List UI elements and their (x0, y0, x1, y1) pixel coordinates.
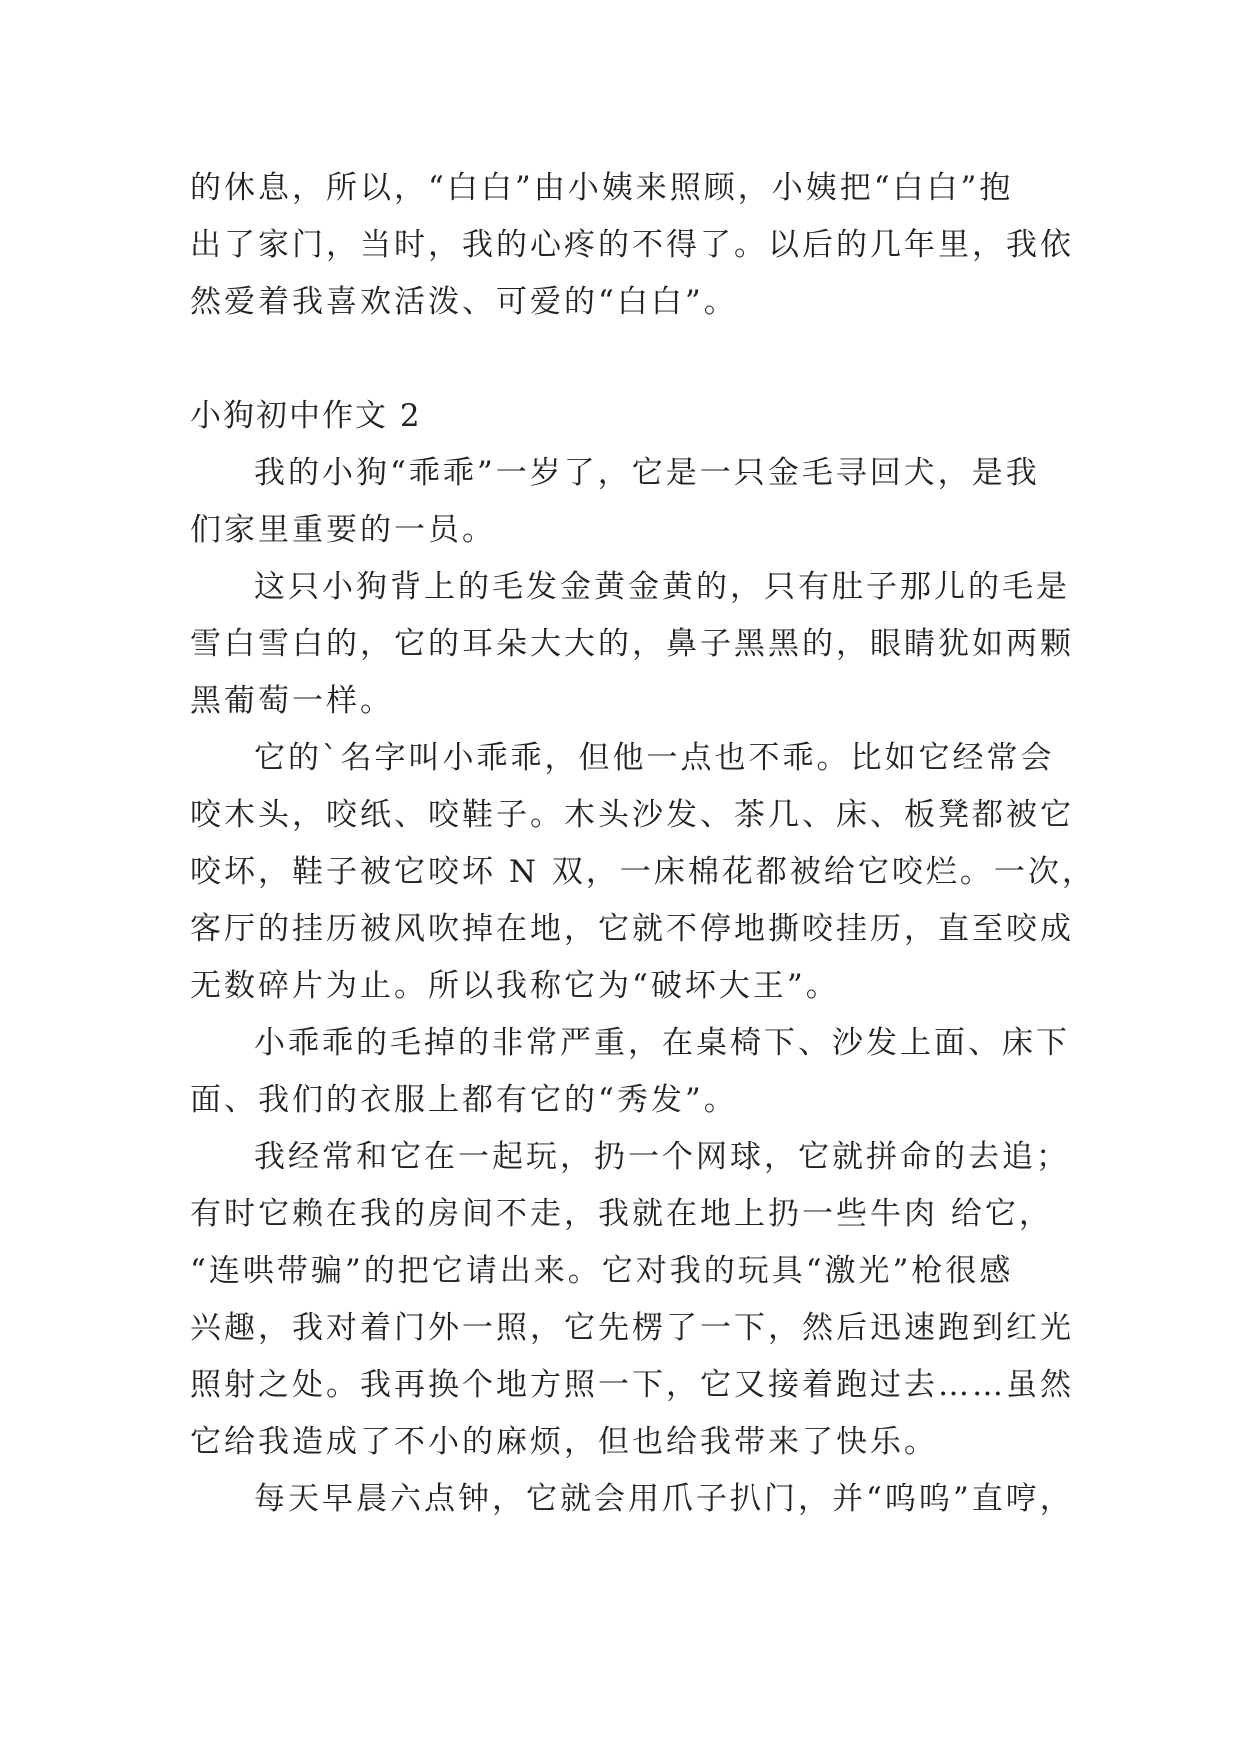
text-line: 咬木头，咬纸、咬鞋子。木头沙发、茶几、床、板凳都被它 (190, 797, 1074, 833)
paragraph-5 (190, 1129, 1074, 1471)
text-line: 这只小狗背上的毛发金黄金黄的，只有肚子那儿的毛是 (254, 569, 1070, 605)
paragraph-2 (190, 559, 1074, 730)
essay-heading-block (190, 388, 1050, 445)
text-line: 黑葡萄一样。 (190, 683, 394, 719)
text-line: 们家里重要的一员。 (190, 512, 496, 548)
essay-heading: 小狗初中作文 2 (190, 398, 422, 434)
paragraph-3 (190, 730, 1096, 1015)
text-line: 然爱着我喜欢活泼、可爱的“白白”。 (190, 284, 738, 320)
text-line: 客厅的挂历被风吹掉在地，它就不停地撕咬挂历，直至咬成 (190, 911, 1074, 947)
text-line: 每天早晨六点钟，它就会用爪子扒门，并“呜呜”直哼， (254, 1481, 1074, 1517)
text-line: 它的`名字叫小乖乖，但他一点也不乖。比如它经常会 (254, 740, 1055, 776)
text-line: 的休息，所以，“白白”由小姨来照顾，小姨把“白白”抱 (190, 170, 1014, 206)
text-line: 出了家门，当时，我的心疼的不得了。以后的几年里，我依 (190, 227, 1074, 263)
document-body (190, 160, 1096, 1528)
text-line: 我经常和它在一起玩，扔一个网球，它就拼命的去追； (254, 1139, 1070, 1175)
paragraph-1 (190, 445, 1050, 559)
text-line: 有时它赖在我的房间不走，我就在地上扔一些牛肉 给它， (190, 1196, 1053, 1232)
paragraph-6 (190, 1471, 1074, 1528)
text-line: 兴趣，我对着门外一照，它先楞了一下，然后迅速跑到红光 (190, 1310, 1074, 1346)
intro-paragraph (190, 160, 1074, 331)
text-line: 小乖乖的毛掉的非常严重，在桌椅下、沙发上面、床下 (254, 1025, 1070, 1061)
paragraph-4 (190, 1015, 1070, 1129)
text-line: 它给我造成了不小的麻烦，但也给我带来了快乐。 (190, 1424, 938, 1460)
text-line: “连哄带骗”的把它请出来。它对我的玩具“激光”枪很感 (190, 1253, 1014, 1289)
text-line: 面、我们的衣服上都有它的“秀发”。 (190, 1082, 738, 1118)
text-line: 咬坏，鞋子被它咬坏 N 双，一床棉花都被给它咬烂。一次， (190, 854, 1096, 890)
text-line: 我的小狗“乖乖”一岁了，它是一只金毛寻回犬，是我 (254, 455, 1040, 491)
text-line: 雪白雪白的，它的耳朵大大的，鼻子黑黑的，眼睛犹如两颗 (190, 626, 1074, 662)
text-line: 照射之处。我再换个地方照一下，它又接着跑过去……虽然 (190, 1367, 1074, 1403)
text-line: 无数碎片为止。所以我称它为“破坏大王”。 (190, 968, 840, 1004)
